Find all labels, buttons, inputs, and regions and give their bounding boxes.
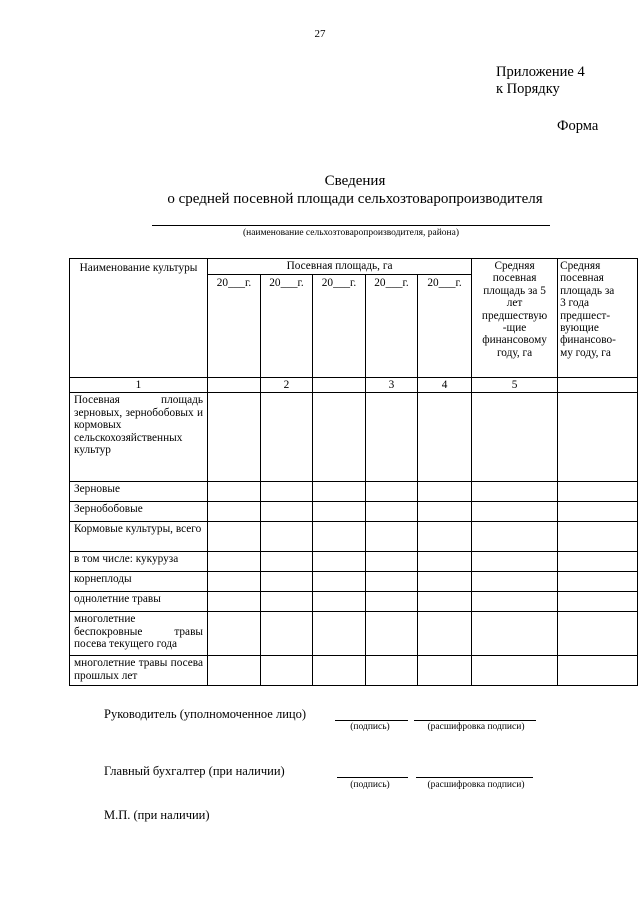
- data-cell[interactable]: [558, 592, 638, 612]
- data-cell[interactable]: [472, 572, 558, 592]
- data-cell[interactable]: [208, 572, 261, 592]
- data-cell[interactable]: [261, 502, 313, 522]
- empty-cell: [558, 378, 638, 393]
- column-number: 3: [366, 378, 418, 393]
- data-cell[interactable]: [313, 522, 366, 552]
- year-header: 20___г.: [313, 275, 366, 378]
- table-row: [70, 393, 638, 482]
- data-cell[interactable]: [418, 656, 472, 686]
- table-row: [70, 612, 638, 656]
- data-cell[interactable]: [366, 552, 418, 572]
- sown-area-table: [69, 258, 638, 686]
- data-cell[interactable]: [261, 572, 313, 592]
- data-cell[interactable]: [313, 592, 366, 612]
- data-cell[interactable]: [472, 522, 558, 552]
- head-decode-caption: (расшифровка подписи): [427, 722, 525, 732]
- row-label: многолетние травы посева прошлых лет: [70, 656, 208, 686]
- empty-cell: [313, 378, 366, 393]
- column-number: 5: [472, 378, 558, 393]
- avg3-line: вующие: [560, 322, 599, 335]
- data-cell[interactable]: [472, 482, 558, 502]
- data-cell[interactable]: [313, 612, 366, 656]
- data-cell[interactable]: [472, 592, 558, 612]
- appendix-line-2: к Порядку: [496, 81, 560, 97]
- table-row: [70, 502, 638, 522]
- table-row: [70, 592, 638, 612]
- column-number: 2: [261, 378, 313, 393]
- avg5-line: году, га: [496, 346, 533, 359]
- avg5-line: Средняя: [494, 260, 535, 272]
- data-cell[interactable]: [418, 502, 472, 522]
- data-cell[interactable]: [558, 502, 638, 522]
- column-number-row: [70, 378, 638, 393]
- avg3-line: Средняя: [560, 260, 601, 272]
- header-avg-3-years: [558, 259, 638, 378]
- data-cell[interactable]: [313, 656, 366, 686]
- appendix-note: [496, 64, 585, 98]
- producer-name-line: [152, 225, 550, 226]
- avg5-line: площадь за 5: [483, 284, 546, 297]
- avg5-line: предшествую: [481, 309, 548, 322]
- data-cell[interactable]: [261, 592, 313, 612]
- table-row: [70, 522, 638, 552]
- avg3-line: му году, га: [560, 346, 611, 359]
- head-signature-caption: (подпись): [350, 722, 390, 732]
- data-cell[interactable]: [472, 612, 558, 656]
- stamp-note: М.П. (при наличии): [104, 808, 210, 822]
- avg3-line: финансово-: [560, 334, 616, 347]
- data-cell[interactable]: [558, 656, 638, 686]
- row-label: Посевная площадь зерновых, зернобобовых и кормовых сельскохозяйственных культур: [70, 393, 208, 482]
- data-cell[interactable]: [366, 572, 418, 592]
- data-cell[interactable]: [418, 552, 472, 572]
- form-label: Форма: [557, 118, 599, 134]
- data-cell[interactable]: [366, 393, 418, 482]
- title-line-1: Сведения: [324, 173, 386, 189]
- appendix-line-1: Приложение 4: [496, 64, 585, 80]
- data-cell[interactable]: [261, 393, 313, 482]
- accountant-label: Главный бухгалтер (при наличии): [104, 764, 285, 778]
- row-label: Зернобобовые: [70, 502, 208, 522]
- data-cell[interactable]: [208, 482, 261, 502]
- avg3-line: 3 года: [560, 297, 589, 310]
- data-cell[interactable]: [418, 522, 472, 552]
- accountant-decode-caption: (расшифровка подписи): [427, 780, 525, 790]
- avg5-line: посевная: [492, 272, 537, 285]
- data-cell[interactable]: [208, 612, 261, 656]
- data-cell[interactable]: [366, 522, 418, 552]
- year-header: 20___г.: [418, 275, 472, 378]
- head-label: Руководитель (уполномоченное лицо): [104, 707, 307, 721]
- header-row-1: [70, 259, 638, 275]
- data-cell[interactable]: [366, 656, 418, 686]
- data-cell[interactable]: [418, 393, 472, 482]
- data-cell[interactable]: [366, 592, 418, 612]
- table-row: [70, 656, 638, 686]
- data-cell[interactable]: [366, 502, 418, 522]
- row-label: Кормовые культуры, всего: [70, 522, 208, 552]
- data-cell[interactable]: [472, 552, 558, 572]
- data-cell[interactable]: [558, 393, 638, 482]
- data-cell[interactable]: [472, 502, 558, 522]
- data-cell[interactable]: [208, 522, 261, 552]
- data-cell[interactable]: [208, 592, 261, 612]
- avg3-line: площадь за: [560, 284, 615, 297]
- accountant-signature-line[interactable]: [337, 777, 408, 778]
- header-sown-area: Посевная площадь, га: [208, 259, 472, 275]
- year-header: 20___г.: [261, 275, 313, 378]
- row-label: в том числе: кукуруза: [70, 552, 208, 572]
- data-cell[interactable]: [208, 552, 261, 572]
- avg3-line: посевная: [560, 272, 604, 285]
- data-cell[interactable]: [418, 592, 472, 612]
- data-cell[interactable]: [208, 656, 261, 686]
- column-number: 4: [418, 378, 472, 393]
- data-cell[interactable]: [558, 572, 638, 592]
- data-cell[interactable]: [472, 656, 558, 686]
- data-cell[interactable]: [418, 482, 472, 502]
- data-cell[interactable]: [366, 612, 418, 656]
- empty-cell: [208, 378, 261, 393]
- header-avg-5-years: [472, 259, 558, 378]
- avg5-line: лет: [506, 297, 523, 310]
- data-cell[interactable]: [261, 552, 313, 572]
- year-header: 20___г.: [208, 275, 261, 378]
- title-line-2: о средней посевной площади сельхозтоваропроизводителя: [167, 191, 543, 207]
- avg3-line: предшест-: [560, 309, 611, 322]
- data-cell[interactable]: [313, 572, 366, 592]
- year-header: 20___г.: [366, 275, 418, 378]
- row-label: Зерновые: [70, 482, 208, 502]
- header-crop-name: Наименование культуры: [70, 259, 208, 378]
- column-number: 1: [70, 378, 208, 393]
- head-signature-line[interactable]: [335, 720, 408, 721]
- data-cell[interactable]: [313, 502, 366, 522]
- row-label: многолетние беспокровные травы посева текущего года: [70, 612, 208, 656]
- table-row: [70, 482, 638, 502]
- data-cell[interactable]: [558, 522, 638, 552]
- head-decode-line[interactable]: [414, 720, 536, 721]
- avg5-line: финансовому: [482, 334, 547, 347]
- row-label: корнеплоды: [70, 572, 208, 592]
- row-label: однолетние травы: [70, 592, 208, 612]
- document-title: [0, 172, 640, 208]
- data-cell[interactable]: [261, 612, 313, 656]
- accountant-decode-line[interactable]: [416, 777, 533, 778]
- accountant-signature-caption: (подпись): [350, 780, 390, 790]
- producer-name-caption: (наименование сельхозтоваропроизводителя, района): [242, 228, 460, 238]
- data-cell[interactable]: [208, 393, 261, 482]
- data-cell[interactable]: [472, 393, 558, 482]
- avg5-line: -щие: [502, 322, 527, 335]
- page-number: 27: [314, 28, 326, 40]
- data-cell[interactable]: [261, 656, 313, 686]
- table-row: [70, 552, 638, 572]
- table-row: [70, 572, 638, 592]
- data-cell[interactable]: [313, 552, 366, 572]
- data-cell[interactable]: [313, 482, 366, 502]
- data-cell[interactable]: [261, 482, 313, 502]
- data-cell[interactable]: [313, 393, 366, 482]
- data-cell[interactable]: [558, 612, 638, 656]
- data-cell[interactable]: [208, 502, 261, 522]
- data-cell[interactable]: [418, 612, 472, 656]
- data-cell[interactable]: [366, 482, 418, 502]
- data-cell[interactable]: [261, 522, 313, 552]
- data-cell[interactable]: [558, 482, 638, 502]
- data-cell[interactable]: [418, 572, 472, 592]
- data-cell[interactable]: [558, 552, 638, 572]
